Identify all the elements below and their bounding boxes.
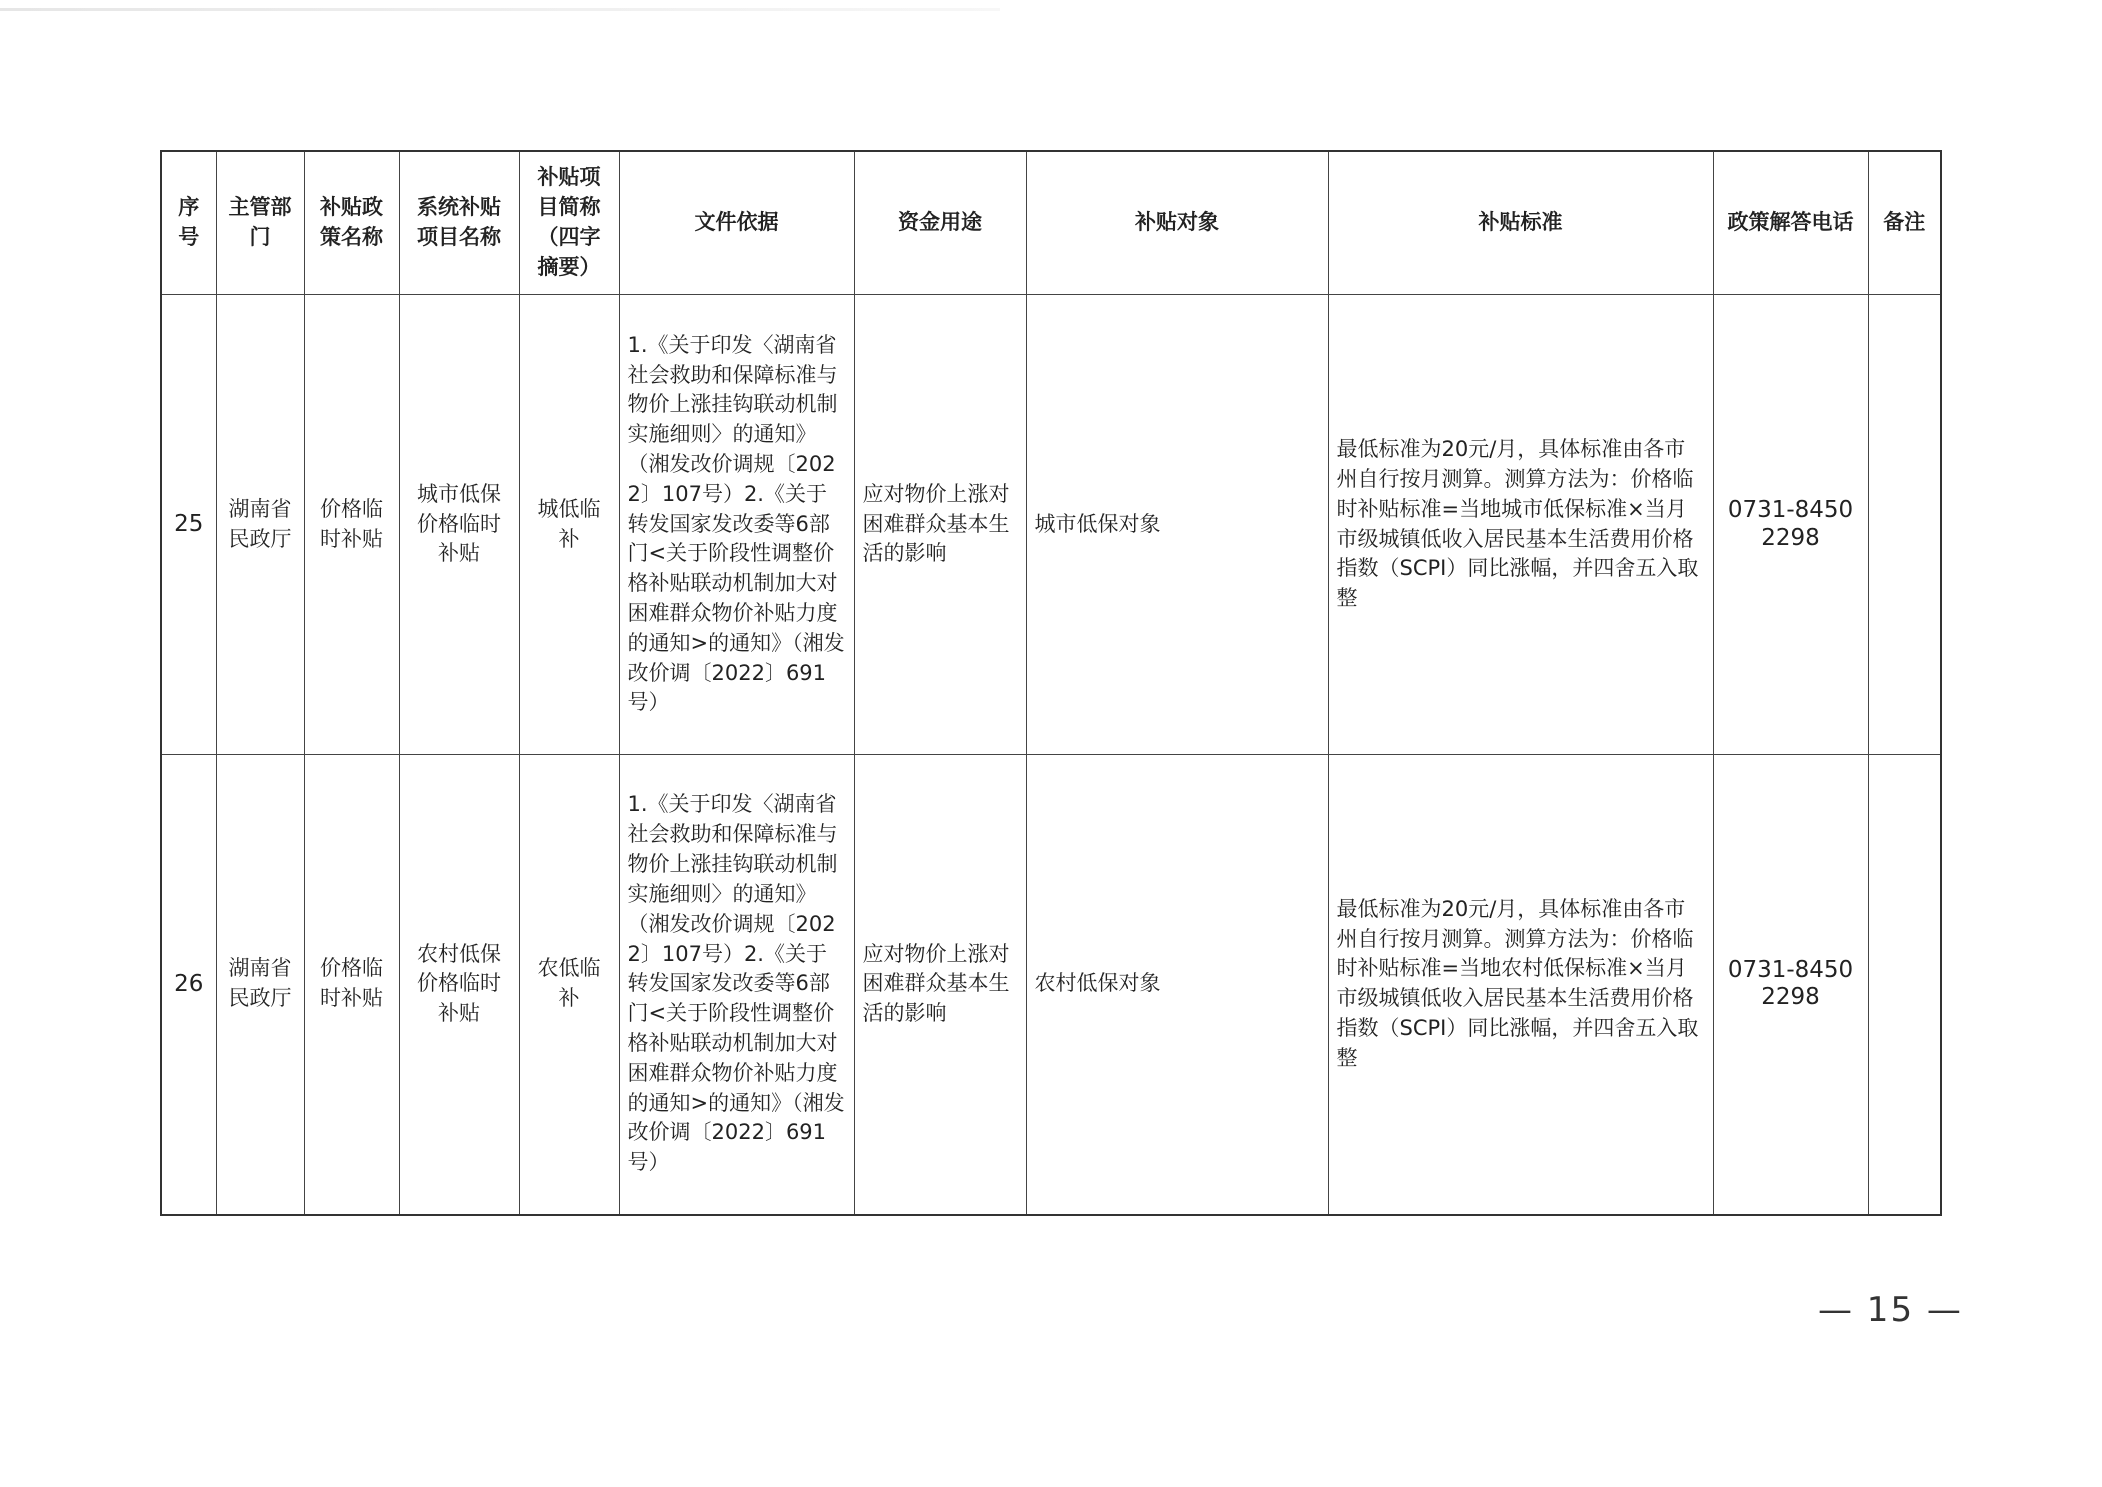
cell-policy: 价格临时补贴 xyxy=(304,755,399,1215)
header-target: 补贴对象 xyxy=(1026,151,1328,295)
cell-standard: 最低标准为20元/月，具体标准由各市州自行按月测算。测算方法为：价格临时补贴标准=当地城市低保标准×当月市级城镇低收入居民基本生活费用价格指数（SCPI）同比涨幅，并四舍五入取整 xyxy=(1328,295,1713,755)
header-seq: 序号 xyxy=(161,151,216,295)
subsidy-table xyxy=(160,150,1942,1216)
header-usage: 资金用途 xyxy=(854,151,1026,295)
cell-seq: 26 xyxy=(161,755,216,1215)
cell-phone: 0731-8450 2298 xyxy=(1713,755,1868,1215)
cell-note xyxy=(1868,295,1941,755)
cell-abbr: 农低临补 xyxy=(519,755,619,1215)
cell-phone: 0731-8450 2298 xyxy=(1713,295,1868,755)
header-abbr: 补贴项目简称（四字摘要） xyxy=(519,151,619,295)
table-row xyxy=(161,755,1941,1215)
subsidy-table-container xyxy=(160,150,1940,1216)
header-dept: 主管部门 xyxy=(216,151,304,295)
cell-basis: 1.《关于印发〈湖南省社会救助和保障标准与物价上涨挂钩联动机制实施细则〉的通知》（湘发改价调规〔2022〕107号）2.《关于转发国家发改委等6部门<关于阶段性调整价格补贴联动机制加大对困难群众物价补贴力度的通知>的通知》（湘发改价调〔2022〕691号） xyxy=(619,295,854,755)
cell-usage: 应对物价上涨对困难群众基本生活的影响 xyxy=(854,755,1026,1215)
cell-basis: 1.《关于印发〈湖南省社会救助和保障标准与物价上涨挂钩联动机制实施细则〉的通知》（湘发改价调规〔2022〕107号）2.《关于转发国家发改委等6部门<关于阶段性调整价格补贴联动机制加大对困难群众物价补贴力度的通知>的通知》（湘发改价调〔2022〕691号） xyxy=(619,755,854,1215)
cell-sys-name: 农村低保价格临时补贴 xyxy=(399,755,519,1215)
cell-target: 城市低保对象 xyxy=(1026,295,1328,755)
cell-policy: 价格临时补贴 xyxy=(304,295,399,755)
cell-note xyxy=(1868,755,1941,1215)
scan-artifact-line xyxy=(0,8,1000,11)
header-phone: 政策解答电话 xyxy=(1713,151,1868,295)
header-note: 备注 xyxy=(1868,151,1941,295)
cell-seq: 25 xyxy=(161,295,216,755)
cell-sys-name: 城市低保价格临时补贴 xyxy=(399,295,519,755)
page-number: — 15 — xyxy=(1818,1290,1963,1330)
cell-target: 农村低保对象 xyxy=(1026,755,1328,1215)
header-policy: 补贴政策名称 xyxy=(304,151,399,295)
cell-dept: 湖南省民政厅 xyxy=(216,295,304,755)
cell-standard: 最低标准为20元/月，具体标准由各市州自行按月测算。测算方法为：价格临时补贴标准=当地农村低保标准×当月市级城镇低收入居民基本生活费用价格指数（SCPI）同比涨幅，并四舍五入取整 xyxy=(1328,755,1713,1215)
header-basis: 文件依据 xyxy=(619,151,854,295)
cell-usage: 应对物价上涨对困难群众基本生活的影响 xyxy=(854,295,1026,755)
header-standard: 补贴标准 xyxy=(1328,151,1713,295)
table-row xyxy=(161,295,1941,755)
header-sys-name: 系统补贴项目名称 xyxy=(399,151,519,295)
cell-abbr: 城低临补 xyxy=(519,295,619,755)
cell-dept: 湖南省民政厅 xyxy=(216,755,304,1215)
table-header-row xyxy=(161,151,1941,295)
